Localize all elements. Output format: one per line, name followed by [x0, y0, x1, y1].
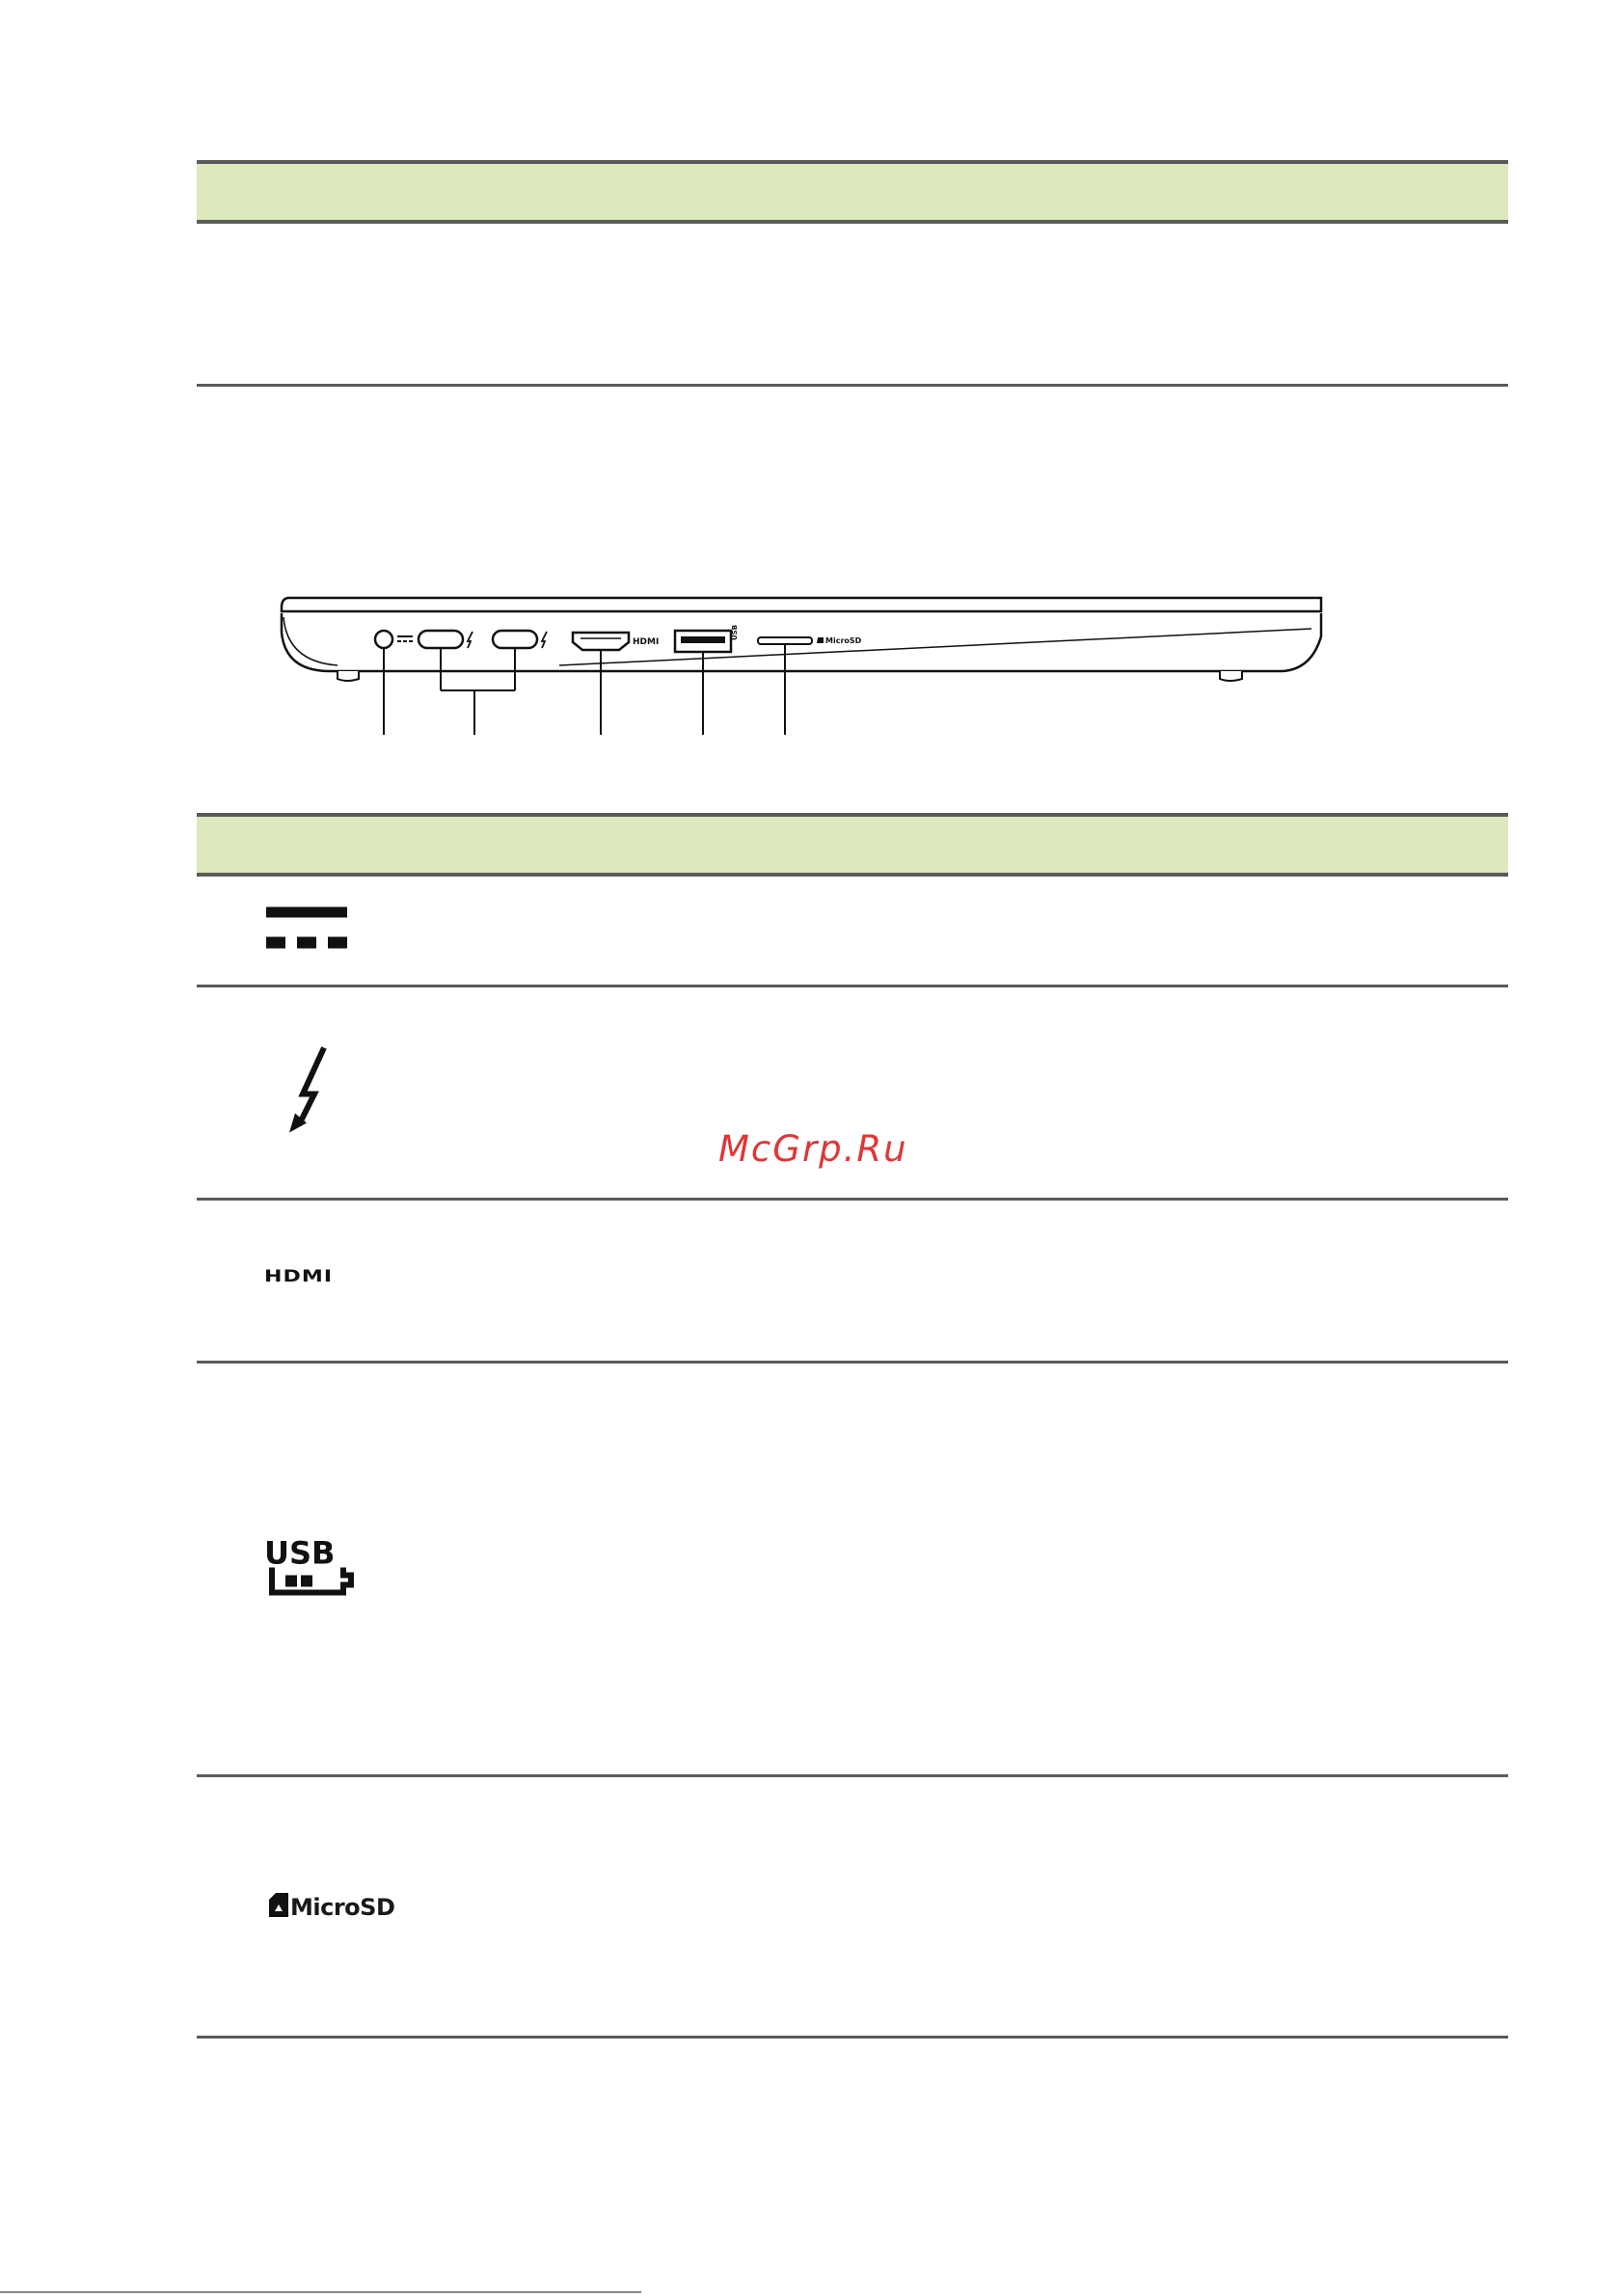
microsd-icon	[267, 1892, 394, 1921]
hdmi-port-label: HDMI	[633, 637, 660, 647]
usb-port-label: USB	[731, 624, 739, 640]
microsd-icon-text: MicroSD	[290, 1894, 395, 1921]
top-table-row	[197, 224, 1508, 387]
ports-table	[197, 813, 1508, 2039]
table-row-usb	[197, 1364, 1508, 1777]
laptop-foot-left	[338, 671, 359, 681]
table-row-microsd	[197, 1777, 1508, 2039]
microsd-slot	[758, 637, 812, 644]
usb-icon-text: USB	[264, 1534, 336, 1572]
table-row-thunderbolt	[197, 987, 1508, 1201]
thunderbolt-port-2	[493, 631, 537, 648]
microsd-slot-label: MicroSD	[825, 636, 862, 645]
laptop-left-side-diagram	[270, 579, 1331, 752]
watermark-text: McGrp.Ru	[718, 1128, 908, 1170]
hdmi-port	[573, 633, 629, 650]
footer-rule	[0, 2291, 641, 2293]
top-table	[197, 160, 1508, 387]
thunderbolt-port-1	[419, 631, 463, 648]
usb-charge-icon	[264, 1535, 357, 1604]
laptop-foot-right	[1220, 671, 1242, 681]
hdmi-icon-text: HDMI	[264, 1267, 334, 1286]
dc-power-icon	[264, 904, 351, 959]
laptop-diagram-svg	[270, 579, 1331, 752]
ports-table-header	[197, 813, 1508, 877]
table-row-hdmi	[197, 1201, 1508, 1364]
dc-in-port	[375, 631, 392, 648]
hdmi-icon	[264, 1268, 351, 1294]
top-table-header	[197, 160, 1508, 224]
thunderbolt-icon	[287, 1046, 332, 1140]
laptop-lid	[282, 598, 1321, 611]
table-row-dc-in	[197, 877, 1508, 987]
